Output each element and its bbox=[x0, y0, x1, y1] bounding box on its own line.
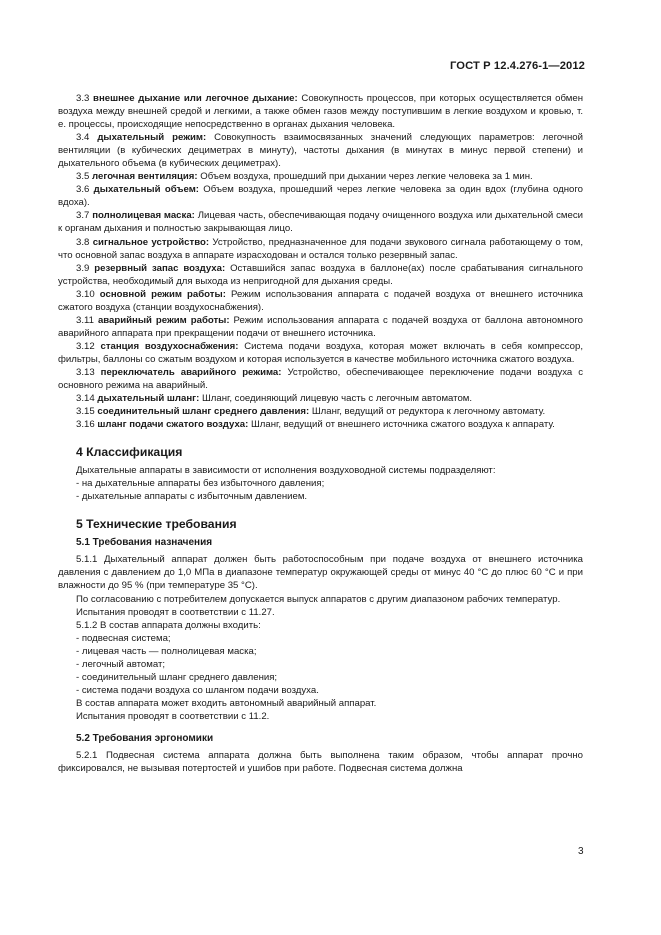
terms-list bbox=[58, 92, 583, 431]
document-body bbox=[58, 92, 583, 775]
term-number: 3.16 bbox=[76, 419, 95, 431]
term-number: 3.13 bbox=[76, 366, 95, 378]
paragraph: Испытания проводят в соответствии с 11.27. bbox=[76, 606, 275, 618]
term-definition bbox=[58, 209, 583, 235]
term-definition bbox=[58, 418, 583, 431]
term-number: 3.5 bbox=[76, 171, 90, 183]
term-definition bbox=[58, 314, 583, 340]
page-number: 3 bbox=[578, 846, 584, 857]
term-text: Шланг, ведущий от внешнего источника сжатого воздуха к аппарату. bbox=[248, 419, 555, 431]
list-item: - лицевая часть — полнолицевая маска; bbox=[76, 645, 257, 657]
term-text: Оставшийся запас воздуха в баллоне(ах) после срабатывания сигнального устройства, необходимый для выхода из непригодной для дыхания среды. bbox=[58, 262, 583, 287]
list-item: - соединительный шланг среднего давления; bbox=[76, 671, 278, 683]
term-text: Система подачи воздуха, которая может включать в себя компрессор, фильтры, баллоны со сжатым воздухом и которая используется в качестве мобильного источника сжатого воздуха. bbox=[58, 340, 583, 365]
paragraph: Испытания проводят в соответствии с 11.2. bbox=[76, 710, 270, 722]
term-name: сигнальное устройство: bbox=[92, 236, 210, 248]
term-text: Устройство, предназначенное для подачи звукового сигнала работающему о том, что основной запас воздуха в аппарате израсходован и остался только резервный запас. bbox=[58, 236, 583, 261]
term-text: Совокупность взаимосвязанных значений следующих параметров: легочной вентиляции (в кубических дециметрах в минуту), частоты дыхания (в минутах в минус первой степени) и дыхательного объема (в кубических дециметрах). bbox=[58, 132, 584, 170]
list-item: - легочный автомат; bbox=[76, 658, 166, 670]
term-name: основной режим работы: bbox=[99, 288, 226, 300]
term-definition bbox=[58, 183, 583, 209]
term-name: легочная вентиляция: bbox=[92, 171, 198, 183]
term-name: аварийный режим работы: bbox=[97, 314, 230, 326]
paragraph: 5.2.1 Подвесная система аппарата должна быть выполнена таким образом, чтобы аппарат прочно фиксировался, не вызывая потертостей и ушибов при работе. Подвесная система должна bbox=[58, 749, 583, 775]
term-text: Режим использования аппарата с подачей воздуха от баллона автономного аварийного аппарата при прекращении подачи от внешнего источника. bbox=[58, 314, 583, 339]
term-name: шланг подачи сжатого воздуха: bbox=[97, 419, 249, 431]
term-text: Совокупность процессов, при которых осуществляется обмен воздуха между внешней средой и легкими, а также обмен газов между поступившим в легкие воздухом и кровью, т. е. процессы, происходящие непосредственно в органах дыхания человека. bbox=[58, 93, 583, 131]
term-number: 3.11 bbox=[76, 314, 94, 326]
term-number: 3.14 bbox=[76, 393, 95, 405]
paragraph: По согласованию с потребителем допускается выпуск аппаратов с другим диапазоном рабочих температур. bbox=[76, 593, 561, 605]
subsection-5-1-heading: 5.1 Требования назначения bbox=[76, 537, 213, 549]
term-definition bbox=[58, 405, 583, 418]
list-item: - подвесная система; bbox=[76, 632, 171, 644]
term-number: 3.6 bbox=[76, 184, 90, 196]
term-number: 3.3 bbox=[76, 93, 90, 104]
list-item: - дыхательные аппараты с избыточным давлением. bbox=[76, 491, 308, 503]
term-definition bbox=[58, 366, 583, 392]
paragraph: В состав аппарата может входить автономный аварийный аппарат. bbox=[76, 697, 377, 709]
paragraph: 5.1.2 В состав аппарата должны входить: bbox=[76, 619, 261, 631]
term-name: дыхательный объем: bbox=[93, 184, 199, 196]
term-name: переключатель аварийного режима: bbox=[100, 366, 282, 378]
term-definition bbox=[58, 170, 583, 183]
term-text: Объем воздуха, прошедший через легкие человека за один вдох (глубина одного вдоха). bbox=[58, 184, 583, 209]
paragraph: 5.1.1 Дыхательный аппарат должен быть работоспособным при подаче воздуха от внешнего источника давления с давлением до 1,0 МПа в диапазоне температур окружающей среды от минус 40 °С до плюс 60 °С и при влажности до 95 % (при температуре 35 °С). bbox=[58, 554, 583, 592]
term-name: соединительный шланг среднего давления: bbox=[97, 406, 310, 418]
subsection-5-2-heading: 5.2 Требования эргономики bbox=[76, 732, 214, 744]
term-text: Устройство, обеспечивающее переключение подачи воздуха с основного режима на аварийный. bbox=[58, 366, 583, 392]
term-definition bbox=[58, 92, 583, 131]
term-name: дыхательный шланг: bbox=[97, 393, 200, 405]
term-text: Шланг, соединяющий лицевую часть с легочным автоматом. bbox=[199, 393, 473, 405]
term-definition bbox=[58, 340, 583, 366]
term-number: 3.4 bbox=[76, 132, 90, 144]
term-name: полнолицевая маска: bbox=[92, 210, 195, 222]
term-definition bbox=[58, 131, 583, 170]
term-definition bbox=[58, 392, 583, 405]
term-name: внешнее дыхание или легочное дыхание: bbox=[93, 93, 298, 104]
term-definition bbox=[58, 236, 583, 262]
standard-header: ГОСТ Р 12.4.276-1—2012 bbox=[450, 60, 585, 72]
term-definition bbox=[58, 288, 583, 314]
term-number: 3.7 bbox=[76, 210, 90, 222]
term-name: дыхательный режим: bbox=[97, 132, 207, 144]
list-item: - на дыхательные аппараты без избыточного давления; bbox=[76, 478, 325, 490]
term-number: 3.12 bbox=[76, 340, 95, 352]
term-name: станция воздухоснабжения: bbox=[100, 340, 239, 352]
term-text: Шланг, ведущий от редуктора к легочному автомату. bbox=[309, 406, 546, 418]
term-number: 3.8 bbox=[76, 236, 90, 248]
term-text: Режим использования аппарата с подачей воздуха от внешнего источника сжатого воздуха (станции воздухоснабжения). bbox=[58, 288, 583, 313]
section-4-intro: Дыхательные аппараты в зависимости от исполнения воздуховодной системы подразделяют: bbox=[76, 465, 496, 477]
term-number: 3.15 bbox=[76, 406, 95, 418]
term-name: резервный запас воздуха: bbox=[94, 262, 226, 274]
term-text: Лицевая часть, обеспечивающая подачу очищенного воздуха или дыхательной смеси к органам дыхания и полностью закрывающая лицо. bbox=[58, 210, 584, 235]
term-number: 3.9 bbox=[76, 262, 90, 274]
term-definition bbox=[58, 262, 583, 288]
term-number: 3.10 bbox=[76, 288, 95, 300]
term-text: Объем воздуха, прошедший при дыхании через легкие человека за 1 мин. bbox=[197, 171, 533, 183]
section-4-heading: 4 Классификация bbox=[76, 445, 183, 460]
list-item: - система подачи воздуха со шлангом подачи воздуха. bbox=[76, 684, 319, 696]
section-5-heading: 5 Технические требования bbox=[76, 517, 237, 532]
